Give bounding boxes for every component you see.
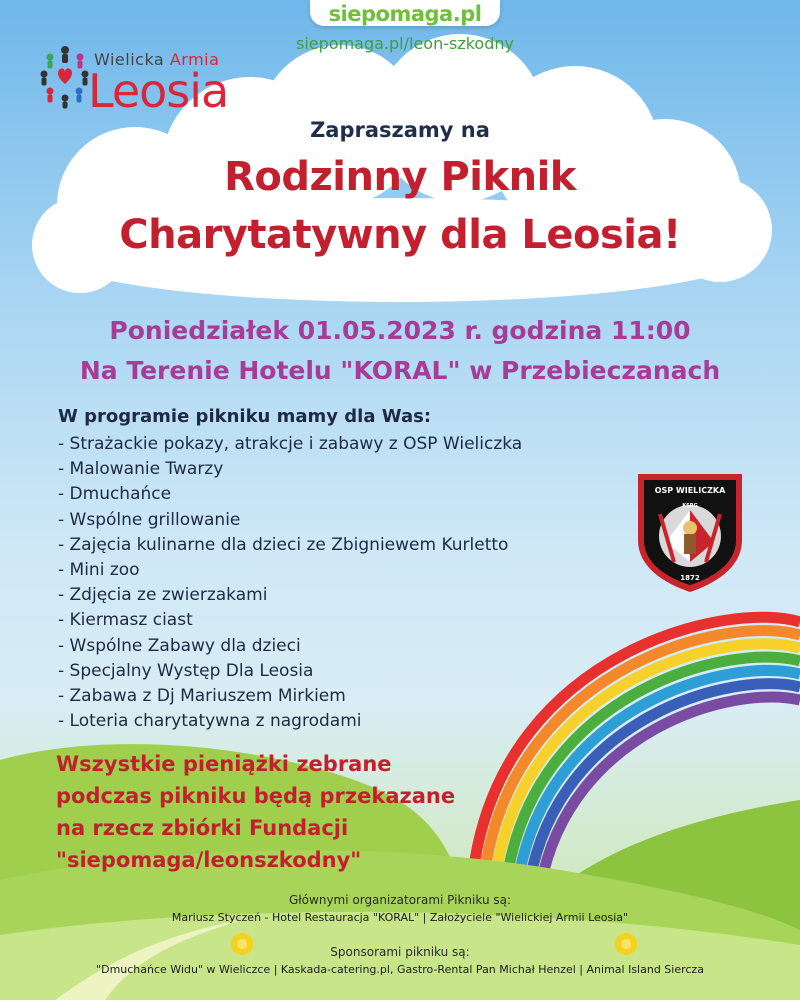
site-url-link[interactable]: siepomaga.pl/leon-szkodny	[296, 34, 514, 53]
invitation-intro: Zapraszamy na	[310, 118, 490, 142]
logo-word-wielicka: Wielicka	[94, 50, 165, 69]
badge-name: OSP WIELICZKA	[654, 486, 726, 495]
logo-text-leosia: Leosia	[88, 64, 229, 118]
organization-logo	[38, 44, 258, 118]
donation-note-line3: na rzecz zbiórki Fundacji	[56, 816, 349, 840]
donation-note-line4: "siepomaga/leonszkodny"	[56, 848, 362, 872]
program-item: - Zdjęcia ze zwierzakami	[58, 585, 268, 606]
badge-sub: KSRG	[682, 503, 698, 509]
program-item: - Wspólne Zabawy dla dzieci	[58, 635, 301, 656]
program-item: - Loteria charytatywna z nagrodami	[58, 711, 362, 732]
program-item: - Zabawa z Dj Mariuszem Mirkiem	[58, 685, 346, 706]
logo-word-armia: Armia	[169, 50, 220, 69]
event-title-line2: Charytatywny dla Leosia!	[119, 212, 681, 258]
program-item: - Malowanie Twarzy	[58, 459, 224, 480]
program-item: - Mini zoo	[58, 559, 140, 580]
program-list	[58, 432, 522, 734]
badge-year: 1872	[680, 574, 700, 582]
site-logo-pill[interactable]: siepomaga.pl	[310, 0, 500, 26]
event-date: Poniedziałek 01.05.2023 r. godzina 11:00	[109, 316, 691, 345]
people-circle-icon	[38, 44, 92, 110]
sponsors-title: Sponsorami pikniku są:	[330, 945, 470, 959]
program-item: - Dmuchańce	[58, 484, 172, 505]
donation-note-line2: podczas pikniku będą przekazane	[56, 784, 456, 808]
program-item: - Wspólne grillowanie	[58, 509, 241, 530]
event-title-line1: Rodzinny Piknik	[224, 154, 576, 200]
sponsors-line: "Dmuchańce Widu" w Wieliczce | Kaskada-catering.pl, Gastro-Rental Pan Michał Henzel | Animal Island Siercza	[96, 963, 704, 976]
organizers-line: Mariusz Styczeń - Hotel Restauracja "KORAL" | Założyciele "Wielickiej Armii Leosia"	[171, 911, 629, 924]
program-item: - Strażackie pokazy, atrakcje i zabawy z OSP Wieliczka	[58, 434, 523, 454]
program-heading: W programie pikniku mamy dla Was:	[58, 406, 432, 427]
organizers-title: Głównymi organizatorami Pikniku są:	[288, 893, 512, 907]
program-item: - Zajęcia kulinarne dla dzieci ze Zbigniewem Kurletto	[58, 534, 509, 555]
program-item: - Specjalny Występ Dla Leosia	[58, 660, 314, 681]
donation-note-line1: Wszystkie pieniążki zebrane	[56, 752, 392, 776]
program-item: - Kiermasz ciast	[58, 610, 193, 631]
osp-wieliczka-badge	[630, 470, 750, 596]
event-place: Na Terenie Hotelu "KORAL" w Przebieczanach	[79, 356, 721, 385]
